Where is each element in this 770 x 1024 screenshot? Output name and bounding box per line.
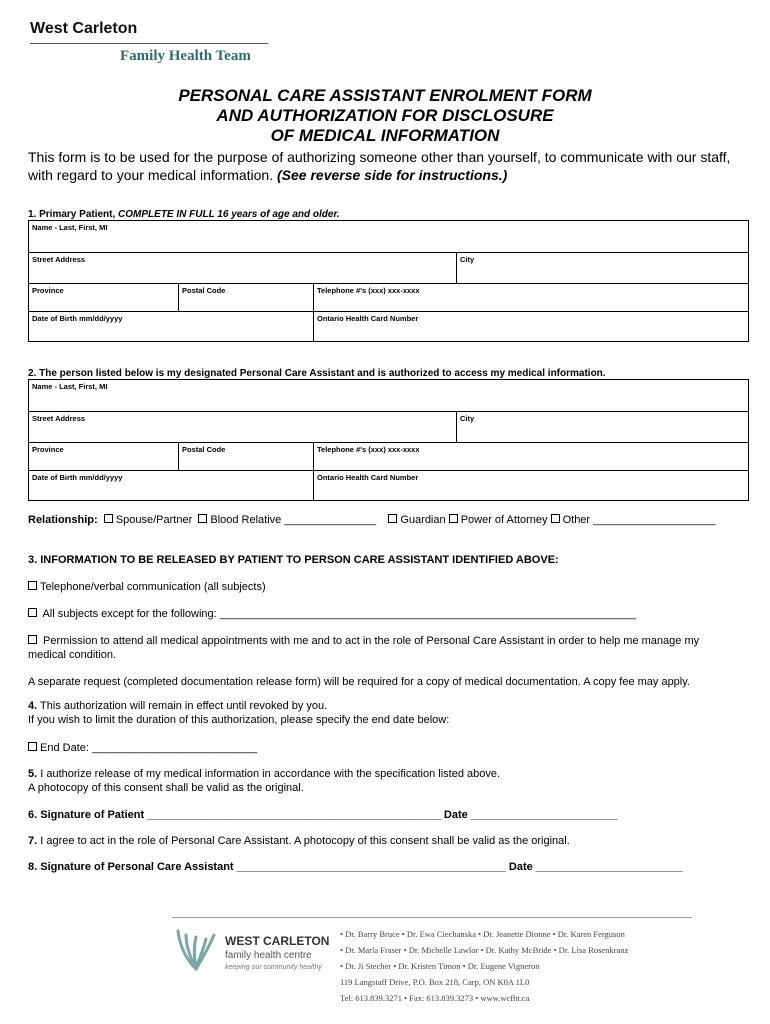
- telephone-label: Telephone/verbal communication (all subjects): [40, 581, 266, 593]
- assistant-dob-field[interactable]: [29, 471, 314, 501]
- header-divider: [30, 43, 268, 44]
- section-4: [28, 699, 743, 727]
- patient-street-field[interactable]: [29, 253, 457, 284]
- relationship-label: Relationship:: [28, 514, 98, 526]
- section-5-num: 5.: [28, 768, 38, 780]
- footer-doctors-3: • Dr. Ji Stecher • Dr. Kristen Timon • Dr. Eugene Vigneron: [340, 961, 540, 971]
- relationship-row: [28, 513, 743, 527]
- other-checkbox[interactable]: [551, 514, 560, 523]
- permission-label-cont: medical condition.: [28, 649, 117, 661]
- section-4-num: 4.: [28, 700, 38, 712]
- patient-postal-field[interactable]: [179, 284, 314, 312]
- section-3-heading: 3. INFORMATION TO BE RELEASED BY PATIENT TO PERSON CARE ASSISTANT IDENTIFIED ABOVE:: [28, 554, 559, 566]
- assistant-name-label: Name - Last, First, MI: [32, 382, 108, 391]
- footer-doctors-1: • Dr. Barry Bruce • Dr. Ewa Ciechanska • Dr. Jeanette Dionne • Dr. Karen Ferguson: [340, 929, 625, 939]
- patient-province-field[interactable]: [29, 284, 179, 312]
- assistant-ohip-field[interactable]: [314, 471, 749, 501]
- footer-clinic-sub: family health centre: [225, 950, 312, 961]
- form-title-line-3: OF MEDICAL INFORMATION: [270, 126, 500, 145]
- section-2-heading: 2. The person listed below is my designated Personal Care Assistant and is authorized to access my medical information.: [28, 368, 606, 379]
- patient-dob-label: Date of Birth mm/dd/yyyy: [32, 314, 123, 323]
- permission-checkbox[interactable]: [28, 635, 37, 644]
- patient-ohip-field[interactable]: [314, 312, 749, 342]
- patient-phone-label: Telephone #'s (xxx) xxx-xxxx: [317, 286, 420, 295]
- section-5-text-2: A photocopy of this consent shall be valid as the original.: [28, 782, 304, 794]
- section-7: [28, 834, 743, 848]
- patient-name-label: Name - Last, First, MI: [32, 223, 108, 232]
- end-date-label: End Date: ___________________________: [40, 742, 258, 754]
- patient-postal-label: Postal Code: [182, 286, 226, 295]
- section-1-lead: 1. Primary Patient,: [28, 209, 119, 220]
- section-5-text: I authorize release of my medical information in accordance with the specification listed above.: [37, 768, 501, 780]
- section-7-text: I agree to act in the role of Personal Care Assistant. A photocopy of this consent shall be valid as the original.: [37, 835, 570, 847]
- spouse-checkbox[interactable]: [104, 514, 113, 523]
- footer-clinic-name: WEST CARLETON: [225, 934, 330, 948]
- option-telephone: [28, 580, 743, 594]
- intro-emphasis: (See reverse side for instructions.): [277, 167, 508, 183]
- option-all-except: [28, 607, 743, 621]
- telephone-checkbox[interactable]: [28, 581, 37, 590]
- assistant-postal-field[interactable]: [179, 443, 314, 471]
- form-title-line-2: AND AUTHORIZATION FOR DISCLOSURE: [216, 106, 554, 125]
- patient-signature-line[interactable]: 6. Signature of Patient ________________________________________________ Date ________________________: [28, 809, 618, 821]
- other-label: Other ____________________: [562, 514, 716, 526]
- section-5: [28, 767, 743, 795]
- footer-doctors-2: • Dr. Marla Fraser • Dr. Michelle Lawlor • Dr. Kathy McBride • Dr. Lisa Rosenkranz: [340, 945, 629, 955]
- guardian-label: Guardian: [400, 514, 446, 526]
- footer-contact: Tel: 613.839.3271 • Fax: 613.839.3273 • www.wcfht.ca: [340, 993, 530, 1003]
- assistant-table: [28, 379, 749, 501]
- intro-paragraph: [28, 148, 743, 184]
- separate-request-note: A separate request (completed documentation release form) will be required for a copy of medical documentation. A copy fee may apply.: [28, 676, 690, 688]
- guardian-checkbox[interactable]: [388, 514, 397, 523]
- patient-province-label: Province: [32, 286, 64, 295]
- section-7-num: 7.: [28, 835, 38, 847]
- patient-street-label: Street Address: [32, 255, 86, 264]
- assistant-city-field[interactable]: [457, 412, 749, 443]
- assistant-name-field[interactable]: [29, 380, 749, 412]
- permission-label: Permission to attend all medical appointments with me and to act in the role of Personal Care Assistant in order to help me manage my: [40, 635, 700, 647]
- blood-relative-label: Blood Relative _______________: [210, 514, 377, 526]
- all-except-label: All subjects except for the following: ____________________________________________________________________: [40, 608, 636, 620]
- section-1-heading: [28, 209, 340, 220]
- assistant-city-label: City: [460, 414, 475, 423]
- assistant-province-label: Province: [32, 445, 64, 454]
- section-1-emphasis: COMPLETE IN FULL 16 years of age and older.: [118, 209, 340, 220]
- assistant-phone-field[interactable]: [314, 443, 749, 471]
- assistant-signature-line[interactable]: 8. Signature of Personal Care Assistant ____________________________________________ Date ________________________: [28, 861, 683, 873]
- assistant-dob-label: Date of Birth mm/dd/yyyy: [32, 473, 123, 482]
- assistant-postal-label: Postal Code: [182, 445, 226, 454]
- patient-dob-field[interactable]: [29, 312, 314, 342]
- section-4-text: This authorization will remain in effect until revoked by you.: [37, 700, 328, 712]
- assistant-province-field[interactable]: [29, 443, 179, 471]
- patient-ohip-label: Ontario Health Card Number: [317, 314, 419, 323]
- assistant-street-field[interactable]: [29, 412, 457, 443]
- poa-label: Power of Attorney: [460, 514, 548, 526]
- blood-relative-checkbox[interactable]: [198, 514, 207, 523]
- patient-name-field[interactable]: [29, 221, 749, 253]
- footer-tagline: keeping our community healthy: [225, 964, 322, 971]
- section-4-text-2: If you wish to limit the duration of this authorization, please specify the end date below:: [28, 714, 450, 726]
- option-permission: [28, 634, 743, 662]
- form-title-line-1: PERSONAL CARE ASSISTANT ENROLMENT FORM: [178, 86, 592, 105]
- assistant-phone-label: Telephone #'s (xxx) xxx-xxxx: [317, 445, 420, 454]
- spouse-label: Spouse/Partner: [115, 514, 193, 526]
- patient-phone-field[interactable]: [314, 284, 749, 312]
- patient-city-label: City: [460, 255, 475, 264]
- assistant-ohip-label: Ontario Health Card Number: [317, 473, 419, 482]
- footer-address: 119 Langstaff Drive, P.O. Box 218, Carp, ON K0A 1L0: [340, 977, 530, 987]
- intro-text: This form is to be used for the purpose of authorizing someone other than yourself, to communicate with our staff, with regard to your medical information.: [28, 149, 731, 183]
- all-except-checkbox[interactable]: [28, 608, 37, 617]
- end-date-checkbox[interactable]: [28, 742, 37, 751]
- footer-divider: [172, 917, 692, 918]
- patient-city-field[interactable]: [457, 253, 749, 284]
- clinic-logo-icon: [172, 925, 220, 973]
- poa-checkbox[interactable]: [449, 514, 458, 523]
- org-name: West Carleton: [30, 20, 138, 37]
- team-name: Family Health Team: [120, 48, 251, 64]
- primary-patient-table: [28, 220, 749, 342]
- end-date-row: [28, 741, 743, 755]
- assistant-street-label: Street Address: [32, 414, 86, 423]
